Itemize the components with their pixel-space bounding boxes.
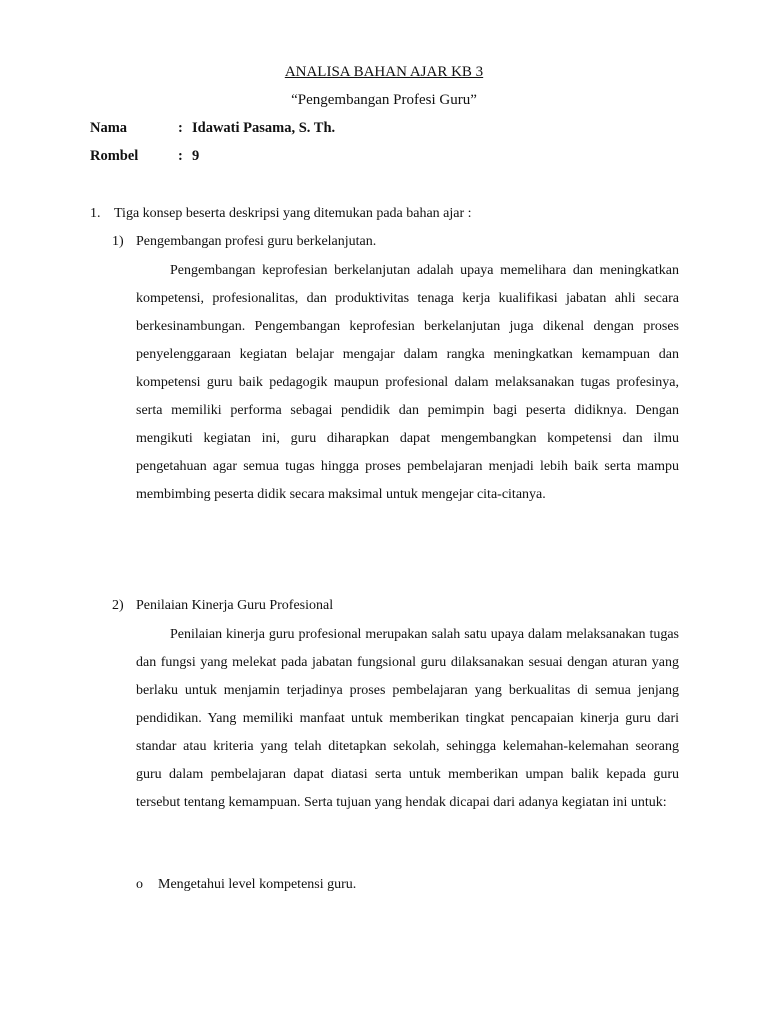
rombel-value: 9	[192, 148, 200, 164]
section-1	[90, 206, 472, 222]
item-1-number: 1)	[112, 234, 124, 249]
item-2-paragraph: Penilaian kinerja guru profesional merupakan salah satu upaya dalam melaksanakan tugas dan fungsi yang melekat pada jabatan fungsional guru dilaksanakan sesuai dengan aturan yang berlaku untuk menjamin terjadinya proses pembelajaran yang berkualitas di semua jenjang pendidikan. Yang memiliki manfaat untuk memberikan tingkat pencapaian kinerja guru dari standar atau kriteria yang telah ditetapkan sekolah, sehingga kelemahan-kelemahan seorang guru dalam pembelajaran dapat diatasi serta untuk memberikan umpan balik kepada guru tersebut tentang kemampuan. Serta tujuan yang hendak dicapai dari adanya kegiatan ini untuk:	[136, 627, 679, 810]
name-row	[90, 120, 335, 137]
item-2-number: 2)	[112, 598, 124, 613]
name-colon: :	[178, 120, 183, 136]
rombel-colon: :	[178, 148, 183, 164]
item-1-paragraph: Pengembangan keprofesian berkelanjutan adalah upaya memelihara dan meningkatkan kompetensi, profesionalitas, dan produktivitas tenaga kerja kualifikasi jabatan ahli secara berkesinambungan. Pengembangan keprofesian berkelanjutan juga dikenal dengan proses penyelenggaraan kegiatan belajar mengajar dalam rangka meningkatkan kemampuan dan kompetensi guru baik pedagogik maupun profesional dalam melaksanakan tugas profesinya, serta memiliki performa sebagai pendidik dan pemimpin bagi peserta didiknya. Dengan mengikuti kegiatan ini, guru diharapkan dapat mengembangkan kompetensi dan ilmu pengetahuan agar semua tugas hingga proses pembelajaran menjadi lebih baik serta mampu membimbing peserta didik secara maksimal untuk mengejar cita-citanya.	[136, 263, 679, 502]
bullet-item	[136, 877, 356, 893]
bullet-mark: o	[136, 877, 143, 892]
name-value: Idawati Pasama, S. Th.	[192, 120, 336, 136]
section-1-text: Tiga konsep beserta deskripsi yang ditemukan pada bahan ajar :	[114, 206, 472, 221]
rombel-label: Rombel	[90, 148, 139, 164]
rombel-row	[90, 148, 199, 165]
document-subtitle: “Pengembangan Profesi Guru”	[291, 92, 477, 108]
item-1-heading	[112, 234, 376, 250]
item-1-heading-text: Pengembangan profesi guru berkelanjutan.	[136, 234, 377, 249]
document-title: ANALISA BAHAN AJAR KB 3	[284, 64, 484, 80]
bullet-text: Mengetahui level kompetensi guru.	[158, 877, 357, 892]
section-1-number: 1.	[90, 206, 101, 221]
item-2-heading	[112, 598, 333, 614]
item-2-heading-text: Penilaian Kinerja Guru Profesional	[136, 598, 334, 613]
name-label: Nama	[90, 120, 128, 136]
